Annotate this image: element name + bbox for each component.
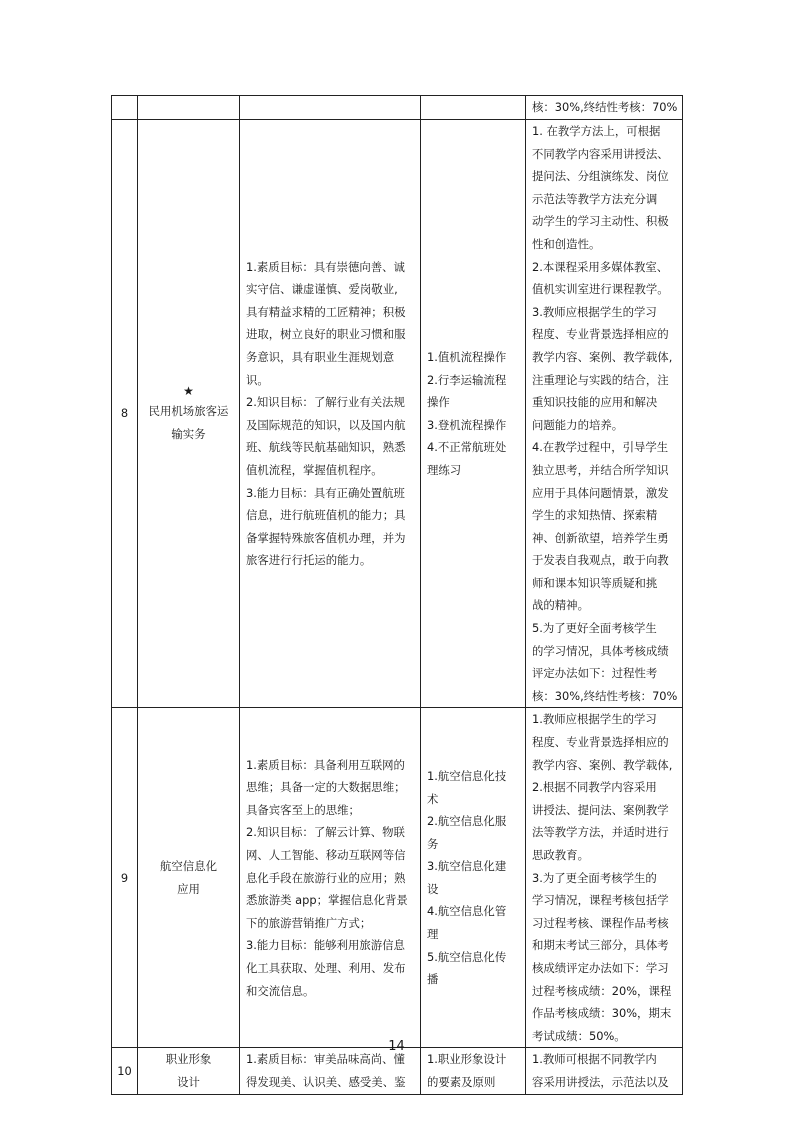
text-line: 1.素质目标：具有崇德向善、诚 bbox=[246, 259, 405, 274]
text-line: 3.登机流程操作 bbox=[427, 417, 507, 432]
text-line: 术 bbox=[427, 791, 439, 806]
text-line: 设计 bbox=[177, 1074, 200, 1089]
text-line: 职业形象 bbox=[165, 1052, 212, 1067]
text-line: 3.能力目标：具有正确处置航班 bbox=[246, 485, 405, 500]
requirements-cell bbox=[526, 120, 683, 708]
text-line: 实守信、谦虚谨慎、爱岗敬业, bbox=[246, 282, 398, 297]
row-number-cell bbox=[112, 96, 138, 120]
text-line: 务 bbox=[427, 836, 439, 851]
text-line: 独立思考，并结合所学知识 bbox=[532, 462, 669, 477]
text-line: 于发表自我观点，敢于向教 bbox=[532, 553, 669, 568]
text-line: 和期末考试三部分，具体考 bbox=[532, 938, 669, 953]
text-line: 及国际规范的知识，以及国内航 bbox=[246, 417, 406, 432]
text-line: 讲授法、提问法、案例教学 bbox=[532, 802, 669, 817]
text-line: 理练习 bbox=[427, 462, 462, 477]
text-line: 问题能力的培养。 bbox=[532, 417, 624, 432]
text-line: 核：30%,终结性考核：70% bbox=[532, 100, 678, 115]
text-line: 示范法等教学方法充分调 bbox=[532, 191, 658, 206]
text-line: 进取，树立良好的职业习惯和服 bbox=[246, 327, 406, 342]
course-name bbox=[144, 400, 233, 445]
text-line: 的要素及原则 bbox=[427, 1074, 496, 1089]
text-line: 设 bbox=[427, 881, 439, 896]
text-line: 旅客进行行托运的能力。 bbox=[246, 553, 372, 568]
text-line: 识。 bbox=[246, 372, 269, 387]
text-line: 法等教学方法，并适时进行 bbox=[532, 825, 669, 840]
text-line: 作品考核成绩：30%，期末 bbox=[532, 1006, 672, 1021]
text-line: 5.航空信息化传 bbox=[427, 949, 507, 964]
content-cell bbox=[421, 96, 526, 120]
course-name-cell bbox=[138, 96, 240, 120]
text-line: 播 bbox=[427, 972, 439, 987]
text-line: 2.知识目标：了解行业有关法规 bbox=[246, 395, 405, 410]
text-line: 1.航空信息化技 bbox=[427, 768, 507, 783]
text-line: 过程考核成绩：20%，课程 bbox=[532, 983, 672, 998]
text-line: 民用机场旅客运 bbox=[148, 404, 229, 419]
text-line: 的学习情况，具体考核成绩 bbox=[532, 643, 669, 658]
text-line: 提问法、分组演练发、岗位 bbox=[532, 169, 669, 184]
objectives-cell bbox=[240, 96, 421, 120]
text-line: 教学内容、案例、教学载体, bbox=[532, 757, 673, 772]
text-line: 4.航空信息化管 bbox=[427, 904, 507, 919]
text-line: 下的旅游营销推广方式； bbox=[246, 915, 372, 930]
text-line: 信息，进行航班值机的能力；具 bbox=[246, 508, 406, 523]
text-line: 注重理论与实践的结合，注 bbox=[532, 372, 669, 387]
text-line: 思政教育。 bbox=[532, 848, 589, 862]
text-line: 核：30%,终结性考核：70% bbox=[532, 688, 678, 703]
text-line: 输实务 bbox=[171, 426, 206, 441]
text-line: 学生的求知热情、探索精 bbox=[532, 508, 658, 523]
text-line: 战的精神。 bbox=[532, 598, 589, 613]
text-line: 4.不正常航班处 bbox=[427, 440, 507, 455]
row-number-cell: 9 bbox=[112, 708, 138, 1048]
course-name-cell bbox=[138, 1048, 240, 1094]
content-cell bbox=[421, 120, 526, 708]
text-line: 学习情况，课程考核包括学 bbox=[532, 893, 669, 908]
text-line: 3.教师应根据学生的学习 bbox=[532, 304, 657, 319]
text-line: 1.值机流程操作 bbox=[427, 349, 507, 364]
text-line: 考试成绩：50%。 bbox=[532, 1028, 626, 1043]
text-line: 1.素质目标：具备利用互联网的 bbox=[246, 757, 405, 772]
text-line: 航空信息化 bbox=[160, 859, 217, 874]
text-line: 1.职业形象设计 bbox=[427, 1052, 507, 1067]
content-cell bbox=[421, 708, 526, 1048]
text-line: 教学内容、案例、教学载体, bbox=[532, 349, 673, 364]
text-line: 习过程考核、课程作品考核 bbox=[532, 915, 669, 930]
key-course-star-icon: ★ bbox=[183, 384, 194, 399]
row-number-cell: 10 bbox=[112, 1048, 138, 1094]
text-line: 应用于具体问题情景，激发 bbox=[532, 485, 669, 500]
text-line: 1.教师应根据学生的学习 bbox=[532, 712, 657, 727]
text-line: 3.航空信息化建 bbox=[427, 859, 507, 874]
requirements-cell bbox=[526, 96, 683, 120]
requirements-cell bbox=[526, 1048, 683, 1094]
text-line: 应用 bbox=[177, 881, 200, 896]
requirements-cell bbox=[526, 708, 683, 1048]
text-line: 容采用讲授法，示范法以及 bbox=[532, 1074, 669, 1089]
text-line: 核成绩评定办法如下：学习 bbox=[532, 960, 669, 975]
text-line: 和交流信息。 bbox=[246, 983, 315, 998]
table-row-9 bbox=[112, 708, 683, 1048]
table-row-8 bbox=[112, 120, 683, 708]
text-line: 程度、专业背景选择相应的 bbox=[532, 735, 669, 750]
text-line: 神、创新欲望，培养学生勇 bbox=[532, 530, 669, 545]
text-line: 1.教师可根据不同教学内 bbox=[532, 1052, 657, 1067]
text-line: 2.本课程采用多媒体教室、 bbox=[532, 259, 669, 274]
text-line: 息化手段在旅游行业的应用；熟 bbox=[246, 870, 406, 885]
table-row-10 bbox=[112, 1048, 683, 1094]
text-line: 师和课本知识等质疑和挑 bbox=[532, 575, 658, 590]
objectives-cell bbox=[240, 120, 421, 708]
text-line: 务意识，具有职业生涯规划意 bbox=[246, 349, 395, 364]
text-line: 值机实训室进行课程教学。 bbox=[532, 282, 669, 297]
text-line: 4.在教学过程中，引导学生 bbox=[532, 440, 669, 455]
text-line: 值机流程，掌握值机程序。 bbox=[246, 462, 383, 477]
text-line: 3.能力目标：能够利用旅游信息 bbox=[246, 938, 405, 953]
row-number-cell: 8 bbox=[112, 120, 138, 708]
course-name-cell bbox=[138, 708, 240, 1048]
text-line: 备掌握特殊旅客值机办理，并为 bbox=[246, 530, 406, 545]
text-line: 5.为了更好全面考核学生 bbox=[532, 621, 657, 636]
text-line: 性和创造性。 bbox=[532, 236, 601, 251]
table-row-continued bbox=[112, 96, 683, 120]
objectives-cell bbox=[240, 708, 421, 1048]
text-line: 2.知识目标：了解云计算、物联 bbox=[246, 825, 405, 840]
text-line: 网、人工智能、移动互联网等信 bbox=[246, 848, 406, 862]
text-line: 思维；具备一定的大数据思维； bbox=[246, 780, 406, 795]
text-line: 程度、专业背景选择相应的 bbox=[532, 327, 669, 342]
text-line: 3.为了更全面考核学生的 bbox=[532, 870, 657, 885]
objectives-cell bbox=[240, 1048, 421, 1094]
content-cell bbox=[421, 1048, 526, 1094]
text-line: 化工具获取、处理、利用、发布 bbox=[246, 960, 406, 975]
text-line: 1. 在教学方法上，可根据 bbox=[532, 124, 661, 138]
text-line: 2.航空信息化服 bbox=[427, 814, 507, 829]
text-line: 不同教学内容采用讲授法、 bbox=[532, 146, 669, 161]
course-name-cell bbox=[138, 120, 240, 708]
text-line: 具备宾客至上的思维； bbox=[246, 802, 360, 817]
text-line: 操作 bbox=[427, 395, 450, 410]
text-line: 2.根据不同教学内容采用 bbox=[532, 780, 657, 795]
text-line: 得发现美、认识美、感受美、鉴 bbox=[246, 1074, 406, 1089]
text-line: 班、航线等民航基础知识，熟悉 bbox=[246, 440, 406, 455]
text-line: 动学生的学习主动性、积极 bbox=[532, 214, 669, 229]
text-line: 1.素质目标：审美品味高尚、懂 bbox=[246, 1052, 405, 1067]
text-line: 具有精益求精的工匠精神；积极 bbox=[246, 304, 406, 319]
text-line: 重知识技能的应用和解决 bbox=[532, 395, 658, 410]
page-number: 14 bbox=[388, 1039, 405, 1054]
course-table bbox=[111, 95, 683, 1095]
text-line: 2.行李运输流程 bbox=[427, 372, 507, 387]
text-line: 理 bbox=[427, 927, 439, 942]
text-line: 悉旅游类 app；掌握信息化背景 bbox=[246, 893, 408, 908]
text-line: 评定办法如下：过程性考 bbox=[532, 666, 658, 681]
